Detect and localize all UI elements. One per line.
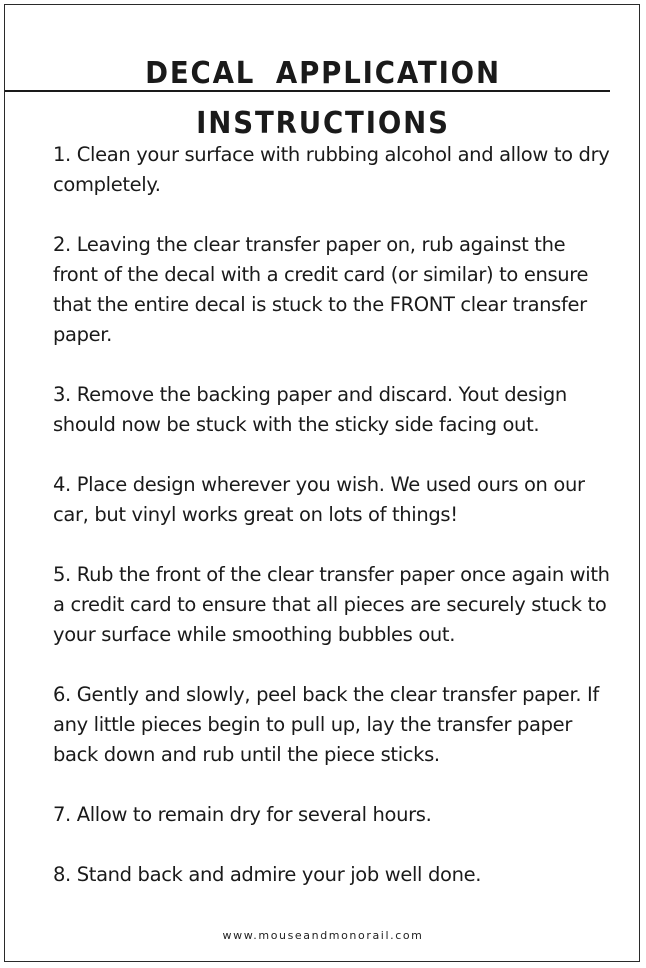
instruction-step-5: 5. Rub the front of the clear transfer paper once again with a credit card to ensure that all pieces are securely stuck to your surface while smoothing bubbles out. [53,563,610,646]
title-underline [5,90,610,92]
instruction-step-7: 7. Allow to remain dry for several hours. [53,803,432,826]
instruction-step-1: 1. Clean your surface with rubbing alcohol and allow to dry completely. [53,143,610,196]
instruction-step-6: 6. Gently and slowly, peel back the clear transfer paper. If any little pieces begin to pull up, lay the transfer paper back down and rub until the piece sticks. [53,683,599,766]
page-title: DECAL APPLICATION INSTRUCTIONS [145,56,501,141]
instruction-card [4,4,640,962]
instruction-list [53,140,613,890]
instruction-step-4: 4. Place design wherever you wish. We used ours on our car, but vinyl works great on lots of things! [53,473,585,526]
instruction-step-3: 3. Remove the backing paper and discard. Yout design should now be stuck with the sticky side facing out. [53,383,567,436]
instruction-step-2: 2. Leaving the clear transfer paper on, rub against the front of the decal with a credit card (or similar) to ensure that the entire decal is stuck to the FRONT clear transfer paper. [53,233,589,346]
instruction-step-8: 8. Stand back and admire your job well done. [53,863,482,886]
website-url: www.mouseandmonorail.com [222,929,424,942]
